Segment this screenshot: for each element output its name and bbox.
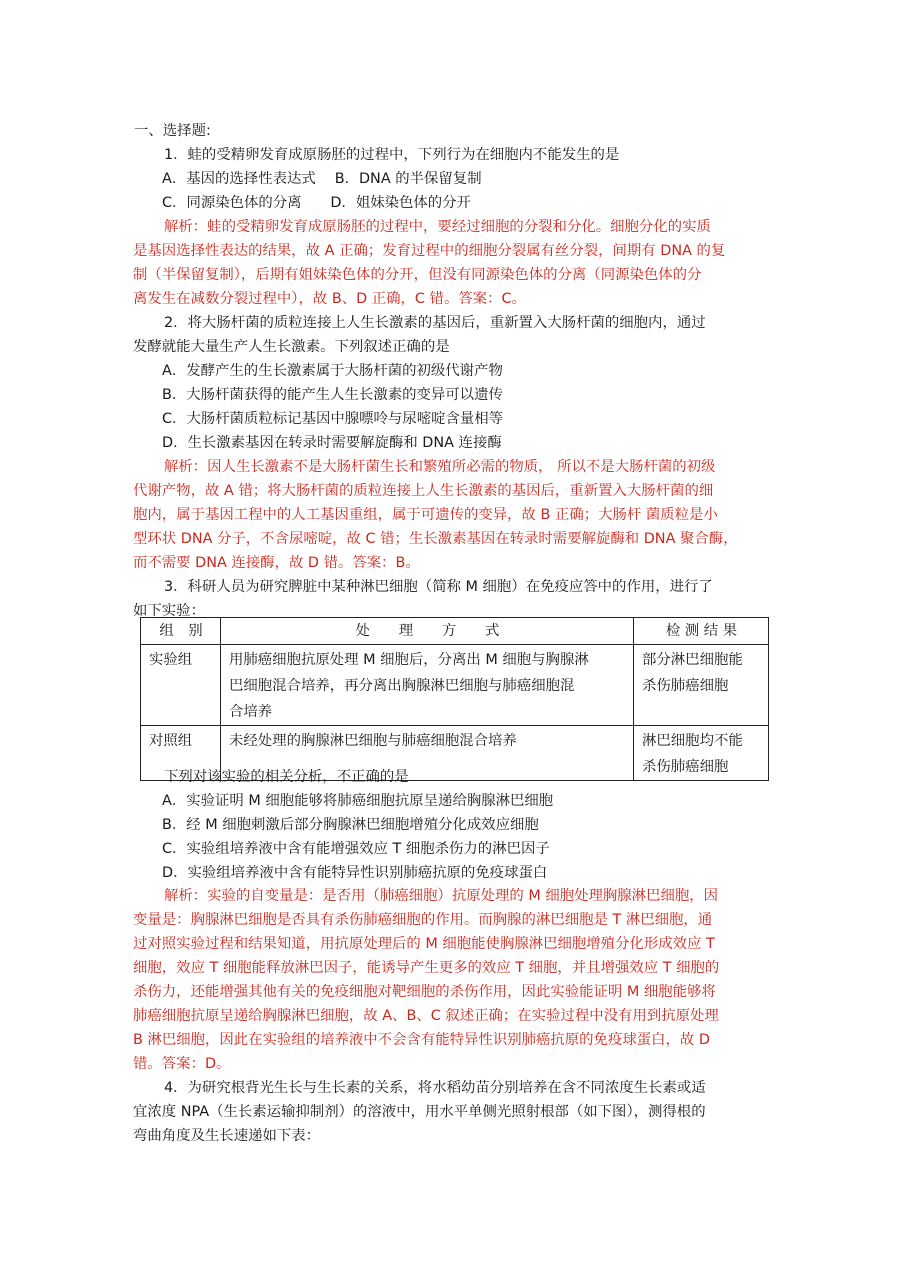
cell-line: 杀伤肺癌细胞 <box>642 678 729 694</box>
cell-line: 巴细胞混合培养，再分离出胸腺淋巴细胞与肺癌细胞混 <box>229 678 575 694</box>
cell-line: 未经处理的胸腺淋巴细胞与肺癌细胞混合培养 <box>229 733 517 749</box>
q3-analysis-line: 细胞，效应 T 细胞能释放淋巴因子，能诱导产生更多的效应 T 细胞，并且增强效应 T 细胞的 <box>133 960 720 976</box>
q3-option-a: A．实验证明 M 细胞能够将肺癌细胞抗原呈递给胸腺淋巴细胞 <box>162 793 554 809</box>
table-header-result: 检 测 结 果 <box>634 618 769 645</box>
q3-analysis-line: 变量是：胸腺淋巴细胞是否具有杀伤肺癌细胞的作用。而胸腺的淋巴细胞是 T 淋巴细胞，通 <box>133 912 713 928</box>
q2-stem-line: 发酵就能大量生产人生长激素。下列叙述正确的是 <box>133 339 450 355</box>
q3-analysis-line: 过对照实验过程和结果知道，用抗原处理后的 M 细胞能使胸腺淋巴细胞增殖分化形成效应 T <box>133 936 715 952</box>
q3-stem-line: 3．科研人员为研究脾脏中某种淋巴细胞（简称 M 细胞）在免疫应答中的作用，进行了 <box>164 579 713 595</box>
table-cell-result <box>634 726 769 781</box>
q3-option-d: D．实验组培养液中含有能特异性识别肺癌抗原的免疫球蛋白 <box>162 865 548 881</box>
cell-line: 部分淋巴细胞能 <box>642 652 743 668</box>
q1-analysis-line: 离发生在减数分裂过程中），故 B、D 正确，C 错。答案：C。 <box>133 291 526 307</box>
table-cell-group: 对照组 <box>141 726 221 781</box>
q3-option-c: C．实验组培养液中含有能增强效应 T 细胞杀伤力的淋巴因子 <box>162 841 550 857</box>
table-header-group: 组 别 <box>141 618 221 645</box>
q2-option-b: B．大肠杆菌获得的能产生人生长激素的变异可以遗传 <box>162 387 503 403</box>
q4-stem-line: 宜浓度 NPA（生长素运输抑制剂）的溶液中，用水平单侧光照射根部（如下图），测得根的 <box>133 1104 706 1120</box>
q3-analysis-line: 杀伤力，还能增强其他有关的免疫细胞对靶细胞的杀伤作用，因此实验能证明 M 细胞能够将 <box>133 984 716 1000</box>
q2-analysis-line: 型环状 DNA 分子，不含尿嘧啶，故 C 错；生长激素基因在转录时需要解旋酶和 DNA 聚合酶， <box>133 531 738 547</box>
q3-question: 下列对该实验的相关分析，不正确的是 <box>164 769 409 785</box>
q2-analysis-line: 而不需要 DNA 连接酶，故 D 错。答案：B。 <box>133 555 420 571</box>
q3-analysis-line: 肺癌细胞抗原呈递给胸腺淋巴细胞，故 A、B、C 叙述正确；在实验过程中没有用到抗原处理 <box>133 1008 719 1024</box>
table-header-method: 处 理 方 式 <box>221 618 634 645</box>
q3-analysis-line: B 淋巴细胞，因此在实验组的培养液中不会含有能特异性识别肺癌抗原的免疫球蛋白，故 D <box>133 1032 710 1048</box>
table-row <box>141 645 769 726</box>
table-cell-method <box>221 645 634 726</box>
q2-analysis-line: 解析：因人生长激素不是大肠杆菌生长和繁殖所必需的物质， 所以不是大肠杆菌的初级 <box>164 459 716 475</box>
q2-option-c: C．大肠杆菌质粒标记基因中腺嘌呤与尿嘧啶含量相等 <box>162 411 504 427</box>
q3-option-b: B．经 M 细胞刺激后部分胸腺淋巴细胞增殖分化成效应细胞 <box>162 817 539 833</box>
q3-stem-line: 如下实验： <box>133 603 205 619</box>
q2-stem-line: 2．将大肠杆菌的质粒连接上人生长激素的基因后，重新置入大肠杆菌的细胞内，通过 <box>164 315 706 331</box>
q3-analysis-line: 解析：实验的自变量是：是否用（肺癌细胞）抗原处理的 M 细胞处理胸腺淋巴细胞，因 <box>164 888 719 904</box>
cell-line: 合培养 <box>229 704 273 720</box>
table-cell-group: 实验组 <box>141 645 221 726</box>
q1-options-cd: C．同源染色体的分离 D．姐妹染色体的分开 <box>162 195 471 211</box>
q1-analysis-line: 解析：蛙的受精卵发育成原肠胚的过程中，要经过细胞的分裂和分化。细胞分化的实质 <box>164 219 711 235</box>
q1-analysis-line: 是基因选择性表达的结果，故 A 正确；发育过程中的细胞分裂属有丝分裂，间期有 DNA 的复 <box>133 243 726 259</box>
q4-stem-line: 4．为研究根背光生长与生长素的关系，将水稻幼苗分别培养在含不同浓度生长素或适 <box>164 1080 706 1096</box>
table-header-row <box>141 618 769 645</box>
experiment-table <box>140 617 769 781</box>
q2-analysis-line: 胞内，属于基因工程中的人工基因重组，属于可遗传的变异，故 B 正确；大肠杆 菌质粒是小 <box>133 507 718 523</box>
q1-analysis-line: 制（半保留复制），后期有姐妹染色体的分开，但没有同源染色体的分离（同源染色体的分 <box>133 267 702 283</box>
q1-options-ab: A．基因的选择性表达式 B．DNA 的半保留复制 <box>162 171 482 187</box>
section-title: 一、选择题: <box>134 123 211 139</box>
q2-option-d: D．生长激素基因在转录时需要解旋酶和 DNA 连接酶 <box>162 435 502 451</box>
cell-line: 用肺癌细胞抗原处理 M 细胞后，分离出 M 细胞与胸腺淋 <box>229 652 589 668</box>
q2-analysis-line: 代谢产物，故 A 错；将大肠杆菌的质粒连接上人生长激素的基因后，重新置入大肠杆菌的细 <box>133 483 714 499</box>
q1-stem: 1．蛙的受精卵发育成原肠胚的过程中，下列行为在细胞内不能发生的是 <box>164 147 620 163</box>
cell-line: 杀伤肺癌细胞 <box>642 759 729 775</box>
q4-stem-line: 弯曲角度及生长速递如下表： <box>133 1128 321 1144</box>
q3-analysis-line: 错。答案：D。 <box>133 1056 231 1072</box>
table-cell-result <box>634 645 769 726</box>
cell-line: 淋巴细胞均不能 <box>642 733 743 749</box>
q2-option-a: A．发酵产生的生长激素属于大肠杆菌的初级代谢产物 <box>162 363 503 379</box>
